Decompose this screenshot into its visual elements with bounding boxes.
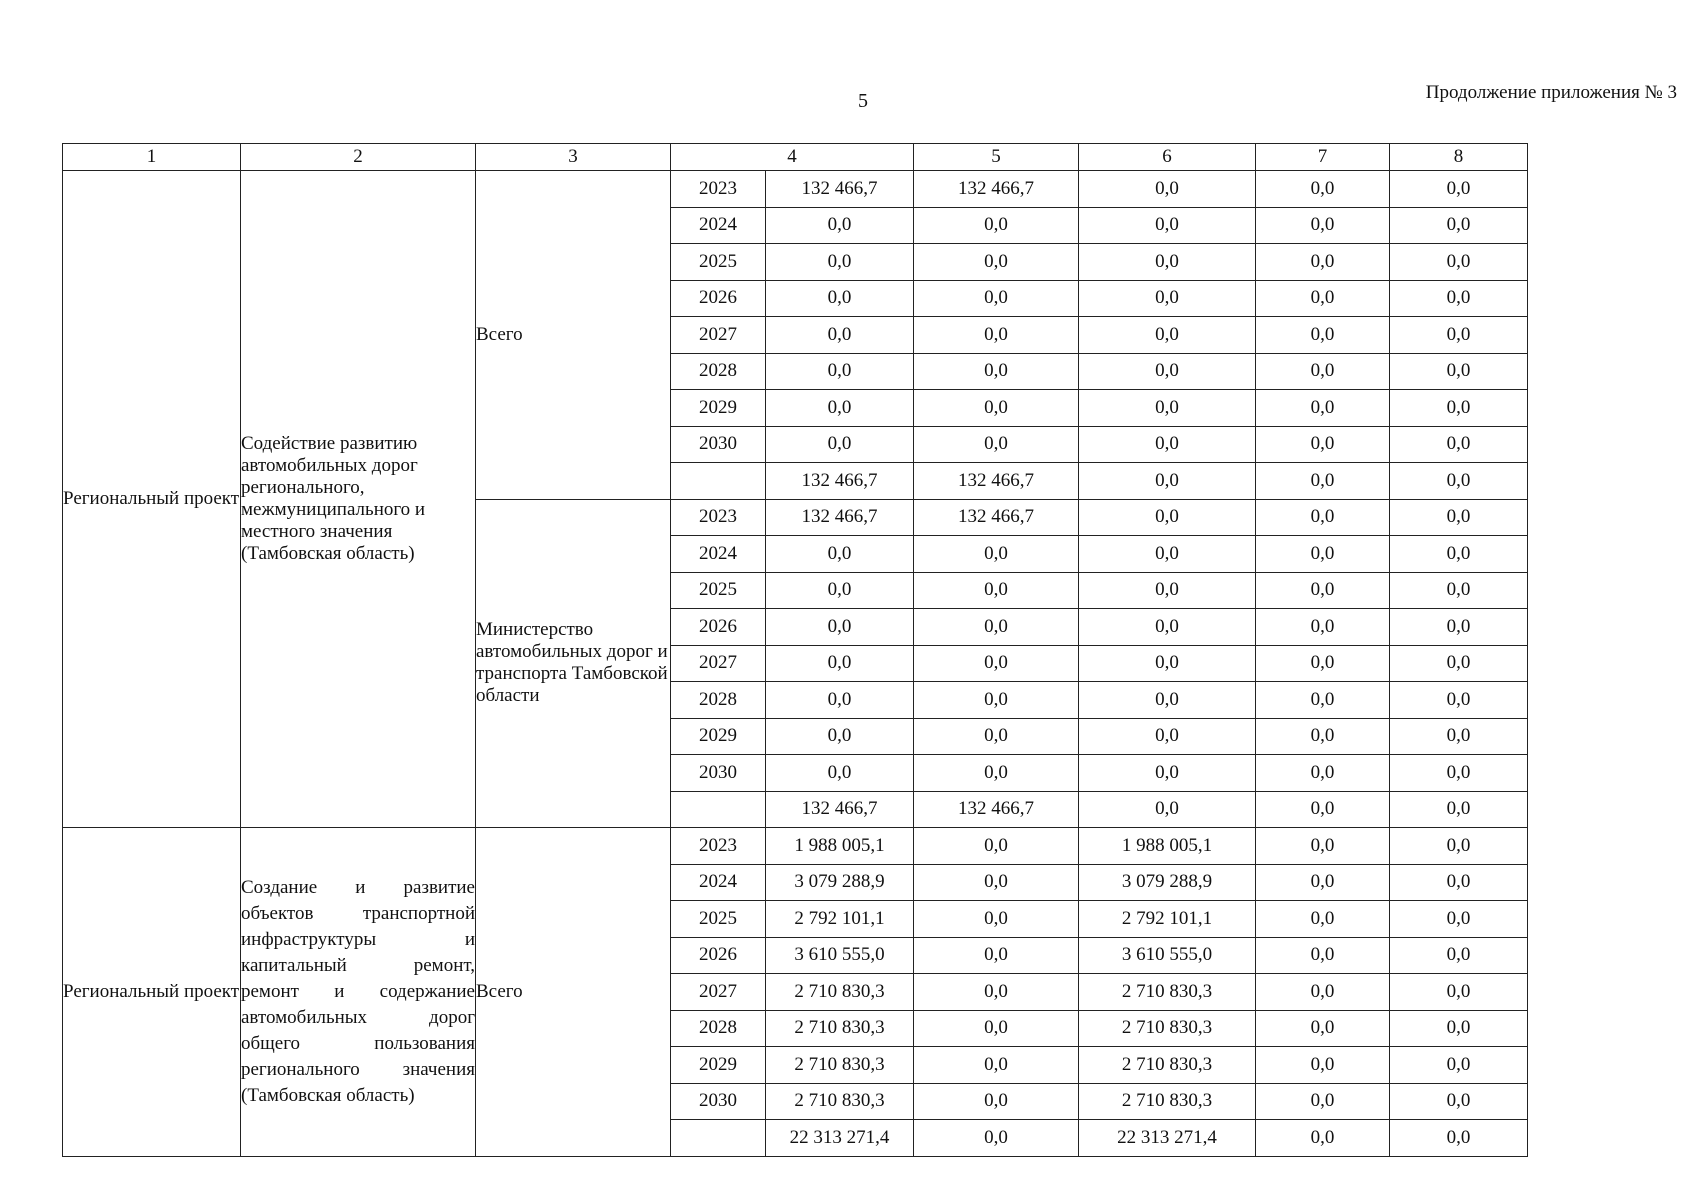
column-6-cell: 0,0 xyxy=(1079,207,1256,244)
column-7-cell: 0,0 xyxy=(1256,718,1390,755)
column-7-cell: 0,0 xyxy=(1256,645,1390,682)
column-6-cell: 0,0 xyxy=(1079,280,1256,317)
column-7-cell: 0,0 xyxy=(1256,280,1390,317)
total-amount-cell: 0,0 xyxy=(766,390,914,427)
total-amount-cell: 0,0 xyxy=(766,572,914,609)
column-8-cell: 0,0 xyxy=(1390,1120,1528,1157)
year-cell: 2023 xyxy=(671,171,766,208)
column-header-3: 3 xyxy=(476,144,671,171)
year-cell: 2027 xyxy=(671,317,766,354)
column-5-cell: 0,0 xyxy=(914,280,1079,317)
year-cell: 2029 xyxy=(671,718,766,755)
table-body xyxy=(63,171,1667,1157)
column-6-cell: 0,0 xyxy=(1079,171,1256,208)
total-amount-cell: 132 466,7 xyxy=(766,791,914,828)
total-amount-cell: 3 079 288,9 xyxy=(766,864,914,901)
total-amount-cell: 0,0 xyxy=(766,609,914,646)
column-5-cell: 0,0 xyxy=(914,609,1079,646)
project-name-cell: Содействие развитию автомобильных дорог регионального, межмуниципального и местного значения (Тамбовская область) xyxy=(241,171,476,828)
column-7-cell: 0,0 xyxy=(1256,572,1390,609)
total-amount-cell: 132 466,7 xyxy=(766,171,914,208)
total-amount-cell: 0,0 xyxy=(766,755,914,792)
column-7-cell: 0,0 xyxy=(1256,536,1390,573)
column-6-cell: 0,0 xyxy=(1079,682,1256,719)
total-amount-cell: 0,0 xyxy=(766,317,914,354)
column-6-cell: 0,0 xyxy=(1079,755,1256,792)
column-8-cell: 0,0 xyxy=(1390,864,1528,901)
column-8-cell: 0,0 xyxy=(1390,974,1528,1011)
column-8-cell: 0,0 xyxy=(1390,536,1528,573)
column-7-cell: 0,0 xyxy=(1256,1010,1390,1047)
column-8-cell: 0,0 xyxy=(1390,171,1528,208)
year-cell: 2025 xyxy=(671,244,766,281)
column-7-cell: 0,0 xyxy=(1256,207,1390,244)
year-cell: 2027 xyxy=(671,974,766,1011)
column-6-cell: 0,0 xyxy=(1079,609,1256,646)
total-amount-cell: 0,0 xyxy=(766,207,914,244)
column-7-cell: 0,0 xyxy=(1256,1120,1390,1157)
total-amount-cell: 0,0 xyxy=(766,280,914,317)
column-8-cell: 0,0 xyxy=(1390,353,1528,390)
year-cell: 2026 xyxy=(671,937,766,974)
year-cell: 2025 xyxy=(671,572,766,609)
project-type-cell: Региональный проект xyxy=(63,171,241,828)
column-6-cell: 0,0 xyxy=(1079,645,1256,682)
column-6-cell: 0,0 xyxy=(1079,791,1256,828)
year-cell: 2028 xyxy=(671,1010,766,1047)
year-cell: 2027 xyxy=(671,645,766,682)
year-cell: 2024 xyxy=(671,207,766,244)
year-cell: 2029 xyxy=(671,1047,766,1084)
total-amount-cell: 2 710 830,3 xyxy=(766,1010,914,1047)
total-amount-cell: 0,0 xyxy=(766,645,914,682)
column-5-cell: 0,0 xyxy=(914,1083,1079,1120)
column-5-cell: 0,0 xyxy=(914,353,1079,390)
column-8-cell: 0,0 xyxy=(1390,682,1528,719)
column-8-cell: 0,0 xyxy=(1390,207,1528,244)
funding-source-cell: Всего xyxy=(476,171,671,500)
column-5-cell: 0,0 xyxy=(914,317,1079,354)
column-8-cell: 0,0 xyxy=(1390,609,1528,646)
column-header-7: 7 xyxy=(1256,144,1390,171)
column-8-cell: 0,0 xyxy=(1390,645,1528,682)
column-5-cell: 0,0 xyxy=(914,864,1079,901)
column-6-cell: 0,0 xyxy=(1079,390,1256,427)
column-6-cell: 0,0 xyxy=(1079,463,1256,500)
column-6-cell: 0,0 xyxy=(1079,353,1256,390)
column-6-cell: 0,0 xyxy=(1079,499,1256,536)
year-cell: 2026 xyxy=(671,280,766,317)
total-amount-cell: 1 988 005,1 xyxy=(766,828,914,865)
column-7-cell: 0,0 xyxy=(1256,755,1390,792)
total-amount-cell: 0,0 xyxy=(766,244,914,281)
column-5-cell: 0,0 xyxy=(914,390,1079,427)
column-8-cell: 0,0 xyxy=(1390,463,1528,500)
column-7-cell: 0,0 xyxy=(1256,171,1390,208)
column-7-cell: 0,0 xyxy=(1256,463,1390,500)
column-header-4: 4 xyxy=(671,144,914,171)
column-5-cell: 132 466,7 xyxy=(914,791,1079,828)
year-cell: 2030 xyxy=(671,755,766,792)
column-header-2: 2 xyxy=(241,144,476,171)
column-6-cell: 3 079 288,9 xyxy=(1079,864,1256,901)
column-8-cell: 0,0 xyxy=(1390,426,1528,463)
column-5-cell: 0,0 xyxy=(914,207,1079,244)
column-7-cell: 0,0 xyxy=(1256,974,1390,1011)
year-cell xyxy=(671,791,766,828)
total-amount-cell: 22 313 271,4 xyxy=(766,1120,914,1157)
column-header-row xyxy=(63,144,1667,171)
column-8-cell: 0,0 xyxy=(1390,244,1528,281)
total-amount-cell: 0,0 xyxy=(766,718,914,755)
column-7-cell: 0,0 xyxy=(1256,1047,1390,1084)
column-6-cell: 0,0 xyxy=(1079,718,1256,755)
total-amount-cell: 3 610 555,0 xyxy=(766,937,914,974)
total-amount-cell: 0,0 xyxy=(766,426,914,463)
project-name-cell: Создание и развитие объектов транспортной инфраструктуры и капитальный ремонт, ремонт и содержание автомобильных дорог общего пользования регионального значения (Тамбовская область) xyxy=(241,828,476,1157)
column-7-cell: 0,0 xyxy=(1256,353,1390,390)
column-5-cell: 0,0 xyxy=(914,572,1079,609)
column-8-cell: 0,0 xyxy=(1390,1047,1528,1084)
column-6-cell: 0,0 xyxy=(1079,536,1256,573)
column-8-cell: 0,0 xyxy=(1390,317,1528,354)
column-5-cell: 0,0 xyxy=(914,1120,1079,1157)
column-8-cell: 0,0 xyxy=(1390,755,1528,792)
column-header-8: 8 xyxy=(1390,144,1528,171)
year-cell: 2023 xyxy=(671,828,766,865)
year-cell: 2030 xyxy=(671,426,766,463)
total-amount-cell: 0,0 xyxy=(766,682,914,719)
column-8-cell: 0,0 xyxy=(1390,572,1528,609)
total-amount-cell: 0,0 xyxy=(766,353,914,390)
column-8-cell: 0,0 xyxy=(1390,280,1528,317)
continuation-label: Продолжение приложения № 3 xyxy=(1425,82,1677,103)
column-6-cell: 0,0 xyxy=(1079,317,1256,354)
column-7-cell: 0,0 xyxy=(1256,609,1390,646)
year-cell xyxy=(671,1120,766,1157)
column-7-cell: 0,0 xyxy=(1256,426,1390,463)
column-5-cell: 132 466,7 xyxy=(914,499,1079,536)
table-row xyxy=(63,171,1667,208)
column-7-cell: 0,0 xyxy=(1256,864,1390,901)
column-6-cell: 3 610 555,0 xyxy=(1079,937,1256,974)
column-7-cell: 0,0 xyxy=(1256,244,1390,281)
column-5-cell: 0,0 xyxy=(914,645,1079,682)
column-8-cell: 0,0 xyxy=(1390,390,1528,427)
total-amount-cell: 2 710 830,3 xyxy=(766,1083,914,1120)
column-5-cell: 0,0 xyxy=(914,974,1079,1011)
column-5-cell: 0,0 xyxy=(914,1010,1079,1047)
column-8-cell: 0,0 xyxy=(1390,1010,1528,1047)
column-6-cell: 22 313 271,4 xyxy=(1079,1120,1256,1157)
column-6-cell: 1 988 005,1 xyxy=(1079,828,1256,865)
total-amount-cell: 0,0 xyxy=(766,536,914,573)
column-6-cell: 2 710 830,3 xyxy=(1079,1047,1256,1084)
total-amount-cell: 2 710 830,3 xyxy=(766,974,914,1011)
year-cell xyxy=(671,463,766,500)
column-5-cell: 0,0 xyxy=(914,937,1079,974)
year-cell: 2029 xyxy=(671,390,766,427)
year-cell: 2028 xyxy=(671,353,766,390)
column-6-cell: 0,0 xyxy=(1079,244,1256,281)
page-number: 5 xyxy=(858,90,868,112)
column-7-cell: 0,0 xyxy=(1256,901,1390,938)
column-6-cell: 0,0 xyxy=(1079,572,1256,609)
column-5-cell: 0,0 xyxy=(914,426,1079,463)
column-8-cell: 0,0 xyxy=(1390,1083,1528,1120)
column-5-cell: 0,0 xyxy=(914,536,1079,573)
column-8-cell: 0,0 xyxy=(1390,718,1528,755)
year-cell: 2026 xyxy=(671,609,766,646)
budget-table xyxy=(62,143,1667,1157)
year-cell: 2024 xyxy=(671,864,766,901)
column-7-cell: 0,0 xyxy=(1256,828,1390,865)
year-cell: 2028 xyxy=(671,682,766,719)
column-5-cell: 132 466,7 xyxy=(914,463,1079,500)
funding-source-cell: Всего xyxy=(476,828,671,1157)
column-6-cell: 2 792 101,1 xyxy=(1079,901,1256,938)
year-cell: 2024 xyxy=(671,536,766,573)
column-6-cell: 2 710 830,3 xyxy=(1079,1083,1256,1120)
project-type-cell: Региональный проект xyxy=(63,828,241,1157)
column-6-cell: 2 710 830,3 xyxy=(1079,1010,1256,1047)
column-5-cell: 0,0 xyxy=(914,682,1079,719)
total-amount-cell: 2 710 830,3 xyxy=(766,1047,914,1084)
total-amount-cell: 132 466,7 xyxy=(766,499,914,536)
column-7-cell: 0,0 xyxy=(1256,317,1390,354)
column-5-cell: 0,0 xyxy=(914,755,1079,792)
column-5-cell: 0,0 xyxy=(914,1047,1079,1084)
column-7-cell: 0,0 xyxy=(1256,1083,1390,1120)
column-5-cell: 132 466,7 xyxy=(914,171,1079,208)
column-8-cell: 0,0 xyxy=(1390,791,1528,828)
column-8-cell: 0,0 xyxy=(1390,499,1528,536)
total-amount-cell: 2 792 101,1 xyxy=(766,901,914,938)
column-6-cell: 2 710 830,3 xyxy=(1079,974,1256,1011)
column-7-cell: 0,0 xyxy=(1256,937,1390,974)
funding-source-cell: Министерство автомобильных дорог и транспорта Тамбовской области xyxy=(476,499,671,828)
column-8-cell: 0,0 xyxy=(1390,901,1528,938)
column-7-cell: 0,0 xyxy=(1256,499,1390,536)
column-5-cell: 0,0 xyxy=(914,244,1079,281)
column-6-cell: 0,0 xyxy=(1079,426,1256,463)
year-cell: 2030 xyxy=(671,1083,766,1120)
column-8-cell: 0,0 xyxy=(1390,828,1528,865)
column-5-cell: 0,0 xyxy=(914,828,1079,865)
year-cell: 2023 xyxy=(671,499,766,536)
column-header-1: 1 xyxy=(63,144,241,171)
year-cell: 2025 xyxy=(671,901,766,938)
column-8-cell: 0,0 xyxy=(1390,937,1528,974)
column-header-6: 6 xyxy=(1079,144,1256,171)
column-header-5: 5 xyxy=(914,144,1079,171)
column-7-cell: 0,0 xyxy=(1256,791,1390,828)
total-amount-cell: 132 466,7 xyxy=(766,463,914,500)
table-row xyxy=(63,828,1667,865)
column-5-cell: 0,0 xyxy=(914,901,1079,938)
column-5-cell: 0,0 xyxy=(914,718,1079,755)
column-7-cell: 0,0 xyxy=(1256,682,1390,719)
column-7-cell: 0,0 xyxy=(1256,390,1390,427)
